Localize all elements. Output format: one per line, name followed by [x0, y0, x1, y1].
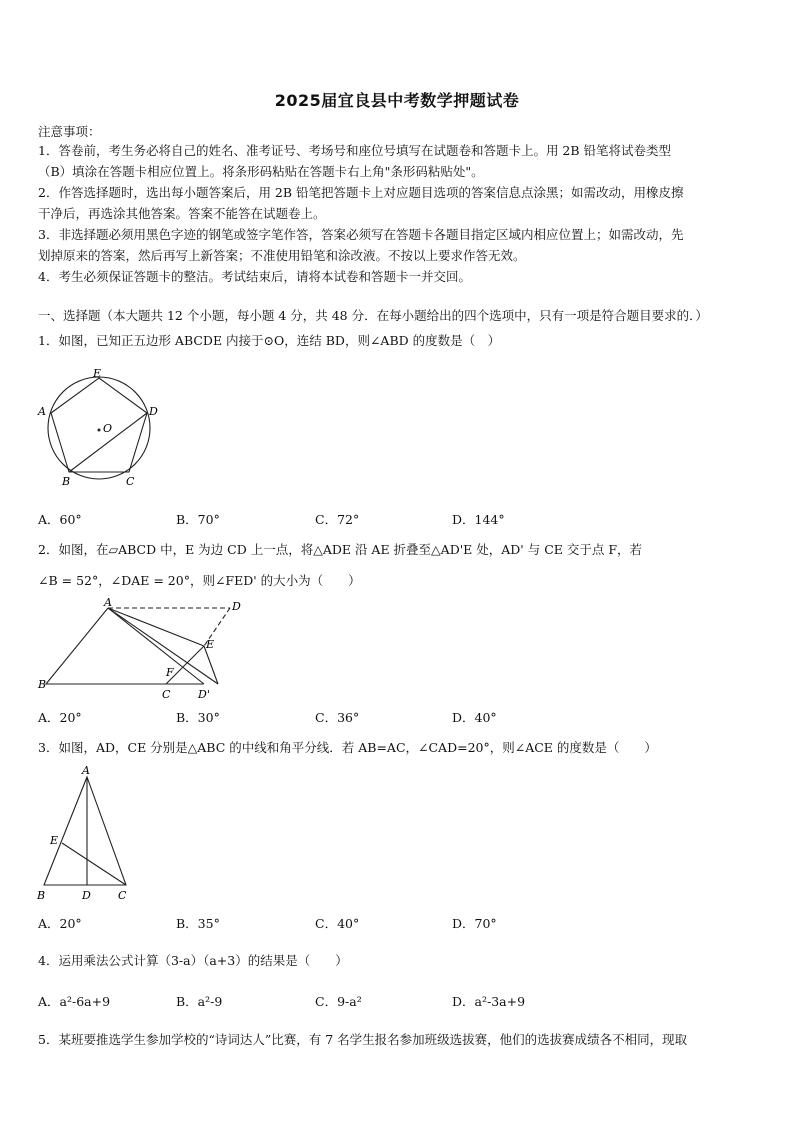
- triangle-abc: [44, 777, 126, 885]
- exam-title: 2025届宜良县中考数学押题试卷: [274, 91, 520, 110]
- label-b: B: [62, 475, 71, 488]
- section-heading: 一、选择题（本大题共 12 个小题，每小题 4 分，共 48 分．在每小题给出的四个选项中，只有一项是符合题目要求的．）: [38, 308, 708, 323]
- notice-line: 4．考生必须保证答题卡的整洁。考试结束后，请将本试卷和答题卡一并交回。: [38, 269, 471, 284]
- option-c[interactable]: C．9-a²: [315, 994, 362, 1009]
- label-c: C: [162, 688, 171, 701]
- label-c: C: [126, 475, 135, 488]
- question-2-stem-line2: ∠B = 52°，∠DAE = 20°，则∠FED' 的大小为（ ）: [38, 573, 361, 588]
- circle-o: [48, 377, 150, 479]
- label-d: D: [232, 600, 241, 613]
- option-b[interactable]: B．a²-9: [176, 994, 223, 1009]
- figure-isosceles-triangle: [34, 763, 134, 903]
- option-c[interactable]: C．72°: [315, 512, 360, 527]
- label-e: E: [50, 834, 59, 847]
- figure-parallelogram-fold: [36, 596, 256, 706]
- option-a[interactable]: A．20°: [38, 710, 82, 725]
- bisector-ce: [62, 843, 126, 885]
- question-3-stem: 3．如图，AD，CE 分别是△ABC 的中线和角平分线．若 AB=AC，∠CAD=20°，则∠ACE 的度数是（ ）: [38, 740, 657, 755]
- label-b: B: [37, 889, 46, 902]
- notice-line: 1．答卷前，考生务必将自己的姓名、准考证号、考场号和座位号填写在试题卷和答题卡上。用 2B 铅笔将试卷类型: [38, 143, 672, 158]
- label-f: F: [166, 666, 174, 679]
- question-4-stem: 4．运用乘法公式计算（3-a）（a+3）的结果是（ ）: [38, 953, 348, 968]
- notice-heading: 注意事项：: [38, 124, 101, 139]
- option-b[interactable]: B．30°: [176, 710, 220, 725]
- question-1-stem: 1．如图，已知正五边形 ABCDE 内接于⊙O，连结 BD，则∠ABD 的度数是（ ）: [38, 333, 501, 348]
- notice-line: 划掉原来的答案，然后再写上新答案；不准使用铅笔和涂改液。不按以上要求作答无效。: [38, 248, 526, 263]
- pentagon-abcde: [51, 378, 147, 472]
- option-d[interactable]: D．144°: [452, 512, 505, 527]
- question-5-stem: 5．某班要推选学生参加学校的“诗词达人”比赛，有 7 名学生报名参加班级选拔赛，他们的选拔赛成绩各不相同，现取: [38, 1032, 688, 1047]
- segment-ac-fold: [108, 608, 204, 684]
- label-a: A: [104, 596, 112, 609]
- label-b: B: [38, 678, 47, 691]
- option-a[interactable]: A．60°: [38, 512, 82, 527]
- segment-ad-prime: [108, 608, 218, 684]
- option-a[interactable]: A．20°: [38, 916, 82, 931]
- label-a: A: [82, 764, 90, 777]
- label-d-prime: D': [198, 688, 210, 701]
- question-2-stem-line1: 2．如图，在▱ABCD 中，E 为边 CD 上一点，将△ADE 沿 AE 折叠至△AD'E 处，AD' 与 CE 交于点 F，若: [38, 542, 642, 557]
- figure-pentagon-circle: [36, 368, 166, 488]
- option-d[interactable]: D．a²-3a+9: [452, 994, 526, 1009]
- option-c[interactable]: C．40°: [315, 916, 360, 931]
- label-c: C: [118, 889, 127, 902]
- option-a[interactable]: A．a²-6a+9: [38, 994, 111, 1009]
- notice-line: 干净后，再选涂其他答案。答案不能答在试题卷上。: [38, 206, 326, 221]
- label-e: E: [206, 638, 215, 651]
- option-d[interactable]: D．70°: [452, 916, 497, 931]
- segment-ed-prime: [204, 646, 218, 684]
- option-b[interactable]: B．70°: [176, 512, 220, 527]
- label-e: E: [93, 368, 102, 380]
- center-point: [98, 429, 101, 432]
- label-d: D: [149, 405, 158, 418]
- segment-ae: [108, 608, 204, 646]
- label-o: O: [103, 422, 113, 435]
- notice-line: 3．非选择题必须用黑色字迹的钢笔或签字笔作答，答案必须写在答题卡各题目指定区域内相应位置上；如需改动，先: [38, 227, 684, 242]
- notice-line: （B）填涂在答题卡相应位置上。将条形码粘贴在答题卡右上角"条形码粘贴处"。: [38, 164, 484, 179]
- option-c[interactable]: C．36°: [315, 710, 360, 725]
- option-b[interactable]: B．35°: [176, 916, 220, 931]
- label-a: A: [38, 405, 46, 418]
- label-d: D: [82, 889, 91, 902]
- option-d[interactable]: D．40°: [452, 710, 497, 725]
- notice-line: 2．作答选择题时，选出每小题答案后，用 2B 铅笔把答题卡上对应题目选项的答案信息点涂黑；如需改动，用橡皮擦: [38, 185, 684, 200]
